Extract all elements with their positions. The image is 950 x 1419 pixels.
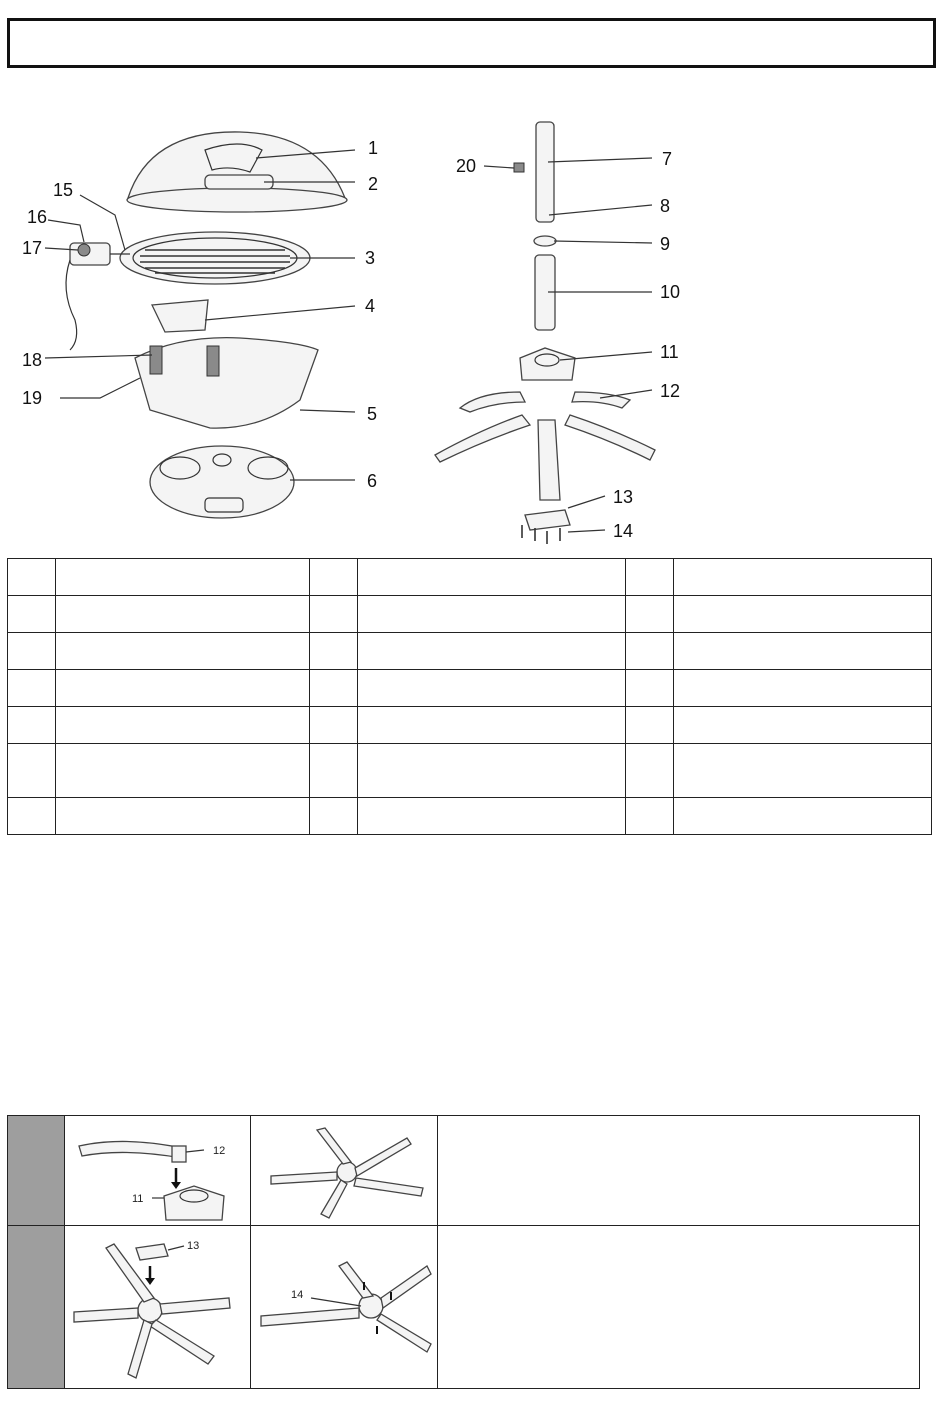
parts-table [7,558,932,835]
svg-text:2: 2 [368,174,379,194]
title-box [7,18,936,68]
table-row [8,633,932,670]
table-row [8,744,932,798]
svg-text:12: 12 [660,381,681,401]
svg-text:11: 11 [132,1193,144,1205]
right-callouts [456,149,680,541]
svg-text:13: 13 [187,1240,200,1252]
svg-text:14: 14 [291,1289,304,1301]
step1-illustration-b [251,1116,438,1225]
spacer-part [534,236,556,246]
step2-instruction [438,1226,919,1388]
svg-text:13: 13 [613,487,634,507]
handle-part [205,175,273,189]
svg-text:8: 8 [660,196,671,216]
table-row [8,596,932,633]
svg-text:5: 5 [367,404,378,424]
step2-illustration-a [64,1226,251,1388]
svg-text:16: 16 [27,207,48,227]
svg-text:11: 11 [660,342,679,362]
grill-plate-part [120,232,310,284]
table-row [8,798,932,835]
svg-text:14: 14 [613,521,634,541]
svg-text:12: 12 [213,1145,226,1157]
step1-illustration-a [64,1116,251,1225]
assembly-step-2 [8,1226,919,1388]
table-row [8,559,932,596]
svg-text:17: 17 [22,238,43,258]
svg-text:19: 19 [22,388,43,408]
svg-text:9: 9 [660,234,671,254]
exploded-parts-diagram [0,110,950,550]
base-hub-part [520,348,575,380]
assembly-step-1 [8,1116,919,1226]
svg-text:7: 7 [662,149,673,169]
base-legs-part [435,392,655,500]
svg-text:20: 20 [456,156,477,176]
svg-text:18: 18 [22,350,43,370]
step1-instruction [438,1116,919,1225]
svg-text:10: 10 [660,282,681,302]
step-number-cell [8,1226,65,1388]
svg-text:1: 1 [368,138,379,158]
svg-text:3: 3 [365,248,376,268]
base-plate-part [525,510,570,530]
svg-text:15: 15 [53,180,74,200]
svg-text:6: 6 [367,471,378,491]
table-row [8,670,932,707]
drip-tray-part [152,300,208,332]
assembly-steps-table [7,1115,920,1389]
upper-pole-part [536,122,554,222]
thermostat-part [70,243,110,265]
svg-text:4: 4 [365,296,376,316]
step2-illustration-b [251,1226,438,1388]
table-row [8,707,932,744]
step-number-cell [8,1116,65,1225]
